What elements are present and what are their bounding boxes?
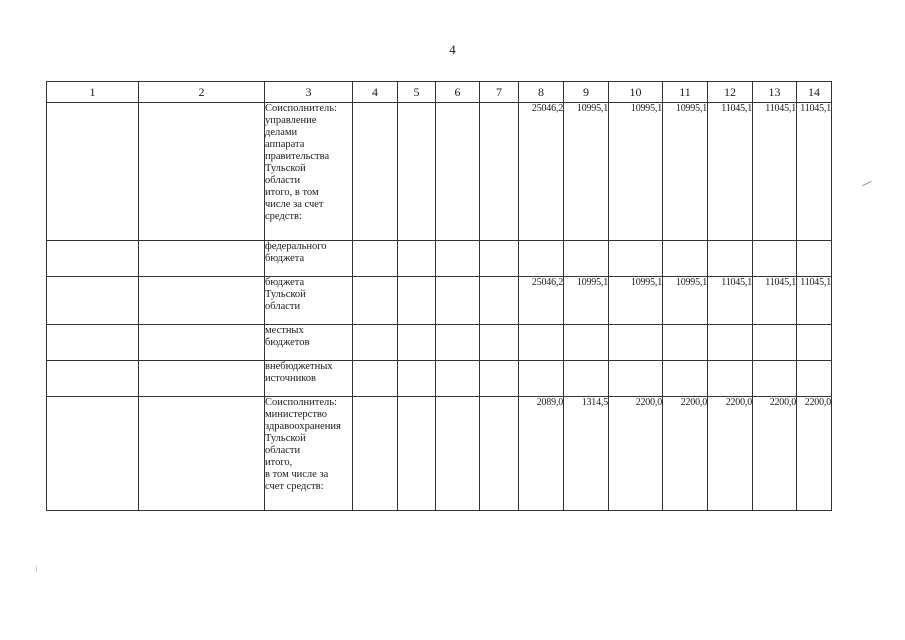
- row-description: бюджета Тульской области: [265, 277, 353, 325]
- empty-cell: [480, 325, 519, 361]
- column-header: 11: [663, 82, 708, 103]
- empty-cell: [47, 277, 139, 325]
- empty-cell: [436, 277, 480, 325]
- header-row: [47, 82, 832, 103]
- column-header: 1: [47, 82, 139, 103]
- empty-cell: [398, 361, 436, 397]
- value-cell: 10995,1: [663, 103, 708, 241]
- empty-cell: [139, 361, 265, 397]
- value-cell: 10995,1: [564, 103, 609, 241]
- value-cell: [609, 325, 663, 361]
- column-header: 13: [753, 82, 797, 103]
- value-cell: [564, 361, 609, 397]
- value-cell: 11045,1: [753, 277, 797, 325]
- value-cell: 11045,1: [797, 103, 832, 241]
- value-cell: 10995,1: [564, 277, 609, 325]
- column-header: 14: [797, 82, 832, 103]
- empty-cell: [436, 325, 480, 361]
- empty-cell: [480, 397, 519, 511]
- value-cell: [797, 325, 832, 361]
- value-cell: 2200,0: [797, 397, 832, 511]
- value-cell: 10995,1: [609, 277, 663, 325]
- empty-cell: [480, 361, 519, 397]
- empty-cell: [47, 103, 139, 241]
- value-cell: 25046,2: [519, 103, 564, 241]
- column-header: 4: [353, 82, 398, 103]
- column-header: 9: [564, 82, 609, 103]
- empty-cell: [47, 361, 139, 397]
- column-header: 7: [480, 82, 519, 103]
- empty-cell: [398, 325, 436, 361]
- value-cell: 10995,1: [663, 277, 708, 325]
- empty-cell: [436, 361, 480, 397]
- empty-cell: [47, 241, 139, 277]
- empty-cell: [480, 277, 519, 325]
- value-cell: 2200,0: [753, 397, 797, 511]
- value-cell: [519, 241, 564, 277]
- empty-cell: [139, 325, 265, 361]
- table-row: [47, 325, 832, 361]
- empty-cell: [480, 103, 519, 241]
- empty-cell: [353, 277, 398, 325]
- empty-cell: [139, 397, 265, 511]
- value-cell: [797, 361, 832, 397]
- empty-cell: [353, 361, 398, 397]
- empty-cell: [398, 241, 436, 277]
- empty-cell: [480, 241, 519, 277]
- value-cell: 10995,1: [609, 103, 663, 241]
- empty-cell: [139, 277, 265, 325]
- row-description: местных бюджетов: [265, 325, 353, 361]
- scan-mark: [862, 181, 871, 186]
- empty-cell: [398, 397, 436, 511]
- value-cell: [519, 325, 564, 361]
- value-cell: 11045,1: [797, 277, 832, 325]
- value-cell: 2200,0: [609, 397, 663, 511]
- value-cell: [708, 361, 753, 397]
- column-header: 12: [708, 82, 753, 103]
- page-number: 4: [449, 42, 456, 57]
- value-cell: [753, 241, 797, 277]
- value-cell: [663, 361, 708, 397]
- value-cell: [609, 241, 663, 277]
- value-cell: [708, 241, 753, 277]
- empty-cell: [139, 103, 265, 241]
- empty-cell: [436, 103, 480, 241]
- value-cell: [753, 325, 797, 361]
- value-cell: [663, 241, 708, 277]
- value-cell: [609, 361, 663, 397]
- empty-cell: [353, 241, 398, 277]
- column-header: 8: [519, 82, 564, 103]
- empty-cell: [398, 103, 436, 241]
- row-description: федерального бюджета: [265, 241, 353, 277]
- value-cell: [708, 325, 753, 361]
- empty-cell: [436, 241, 480, 277]
- empty-cell: [353, 397, 398, 511]
- row-description: Соисполнитель: управление делами аппарата правительства Тульской области итого, в том числе за счет средств:: [265, 103, 353, 241]
- column-header: 2: [139, 82, 265, 103]
- empty-cell: [436, 397, 480, 511]
- value-cell: 2200,0: [708, 397, 753, 511]
- table-row: [47, 103, 832, 241]
- scan-dot: [36, 566, 37, 572]
- value-cell: [797, 241, 832, 277]
- empty-cell: [353, 103, 398, 241]
- empty-cell: [47, 397, 139, 511]
- row-description: Соисполнитель: министерство здравоохранения Тульской области итого, в том числе за счет средств:: [265, 397, 353, 511]
- value-cell: 1314,5: [564, 397, 609, 511]
- empty-cell: [353, 325, 398, 361]
- column-header: 10: [609, 82, 663, 103]
- empty-cell: [47, 325, 139, 361]
- column-header: 6: [436, 82, 480, 103]
- empty-cell: [139, 241, 265, 277]
- value-cell: [519, 361, 564, 397]
- value-cell: 25046,2: [519, 277, 564, 325]
- value-cell: 2089,0: [519, 397, 564, 511]
- value-cell: 11045,1: [708, 103, 753, 241]
- empty-cell: [398, 277, 436, 325]
- value-cell: [564, 325, 609, 361]
- value-cell: 11045,1: [753, 103, 797, 241]
- table-row: [47, 241, 832, 277]
- value-cell: [663, 325, 708, 361]
- table-row: [47, 361, 832, 397]
- value-cell: 2200,0: [663, 397, 708, 511]
- value-cell: [564, 241, 609, 277]
- table-row: [47, 277, 832, 325]
- value-cell: 11045,1: [708, 277, 753, 325]
- row-description: внебюджетных источников: [265, 361, 353, 397]
- column-header: 5: [398, 82, 436, 103]
- budget-table: [46, 81, 832, 511]
- value-cell: [753, 361, 797, 397]
- column-header: 3: [265, 82, 353, 103]
- table-row: [47, 397, 832, 511]
